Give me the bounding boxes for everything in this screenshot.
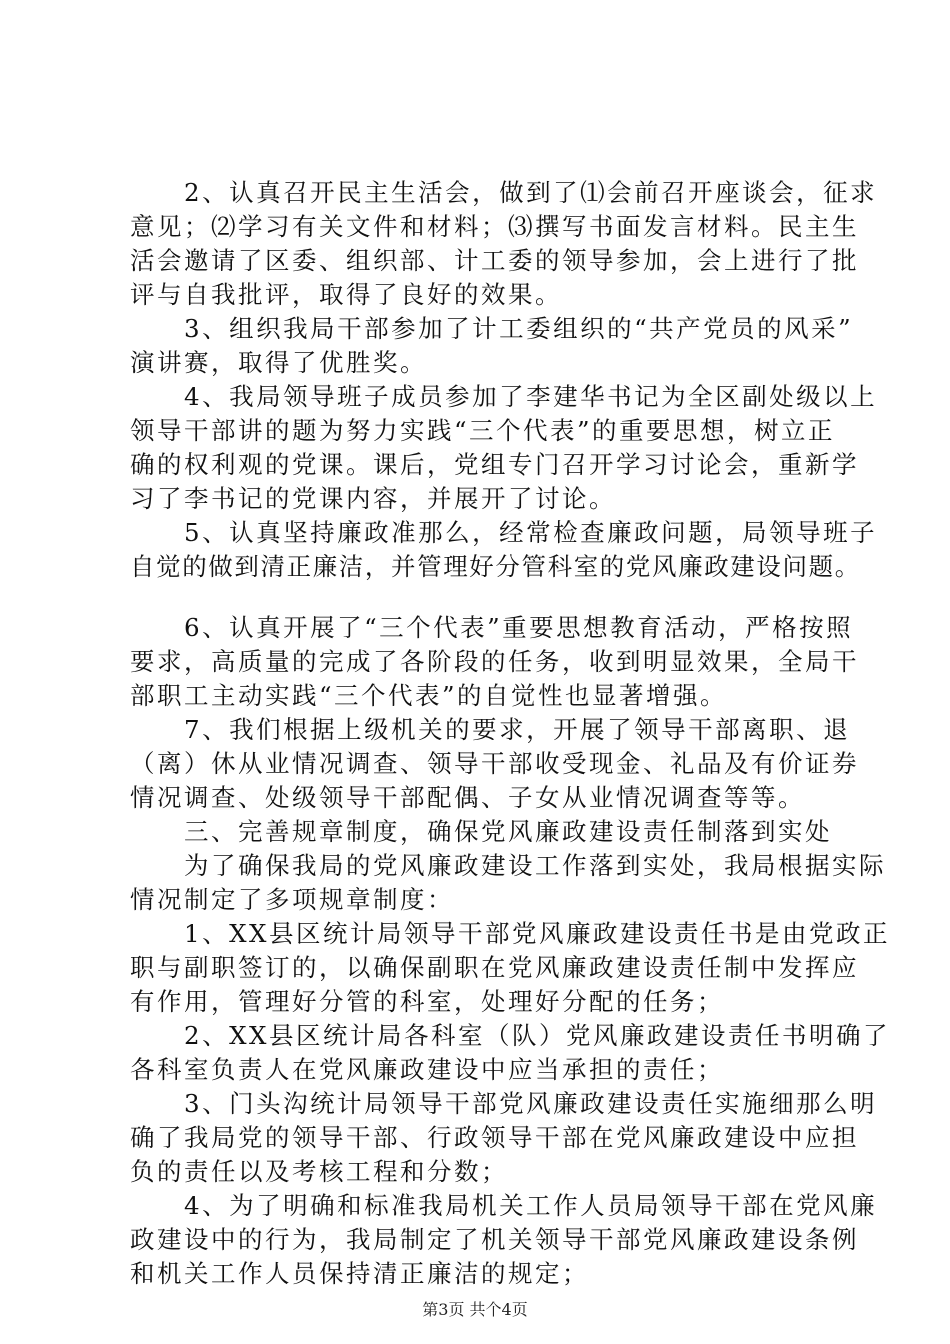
body-line: 评与自我批评，取得了良好的效果。 bbox=[130, 280, 562, 309]
body-line: 职与副职签订的，以确保副职在党风廉政建设责任制中发挥应 bbox=[130, 953, 859, 982]
body-line: （离）休从业情况调查、领导干部收受现金、礼品及有价证券 bbox=[130, 749, 859, 778]
body-line: 要求，高质量的完成了各阶段的任务，收到明显效果，全局干 bbox=[130, 647, 859, 676]
body-line: 有作用，管理好分管的科室，处理好分配的任务； bbox=[130, 987, 724, 1016]
body-line: 自觉的做到清正廉洁，并管理好分管科室的党风廉政建设问题。 bbox=[130, 552, 861, 581]
body-line: 部职工主动实践“三个代表”的自觉性也显著增强。 bbox=[130, 681, 728, 710]
page-number-footer: 第3页 共个4页 bbox=[422, 1300, 528, 1319]
body-line: 1、XX县区统计局领导干部党风廉政建设责任书是由党政正 bbox=[130, 919, 890, 948]
section-heading: 三、完善规章制度，确保党风廉政建设责任制落到实处 bbox=[130, 817, 832, 846]
body-line: 5、认真坚持廉政准那么，经常检查廉政问题，局领导班子 bbox=[130, 518, 878, 547]
body-line: 领导干部讲的题为努力实践“三个代表”的重要思想，树立正 bbox=[130, 416, 836, 445]
body-line: 情况制定了多项规章制度： bbox=[130, 885, 454, 914]
body-line: 演讲赛，取得了优胜奖。 bbox=[130, 348, 427, 377]
body-line: 3、门头沟统计局领导干部党风廉政建设责任实施细那么明 bbox=[130, 1089, 878, 1118]
body-line: 习了李书记的党课内容，并展开了讨论。 bbox=[130, 484, 616, 513]
body-line: 确了我局党的领导干部、行政领导干部在党风廉政建设中应担 bbox=[130, 1123, 859, 1152]
body-line: 意见；⑵学习有关文件和材料；⑶撰写书面发言材料。民主生 bbox=[130, 212, 859, 241]
body-line: 3、组织我局干部参加了计工委组织的“共产党员的风采” bbox=[130, 314, 854, 343]
body-line: 2、认真召开民主生活会，做到了⑴会前召开座谈会，征求 bbox=[130, 178, 878, 207]
body-line: 7、我们根据上级机关的要求，开展了领导干部离职、退 bbox=[130, 715, 851, 744]
body-line: 和机关工作人员保持清正廉洁的规定； bbox=[130, 1259, 589, 1288]
body-line: 为了确保我局的党风廉政建设工作落到实处，我局根据实际 bbox=[130, 851, 886, 880]
body-line: 4、我局领导班子成员参加了李建华书记为全区副处级以上 bbox=[130, 382, 878, 411]
body-line: 活会邀请了区委、组织部、计工委的领导参加，会上进行了批 bbox=[130, 246, 859, 275]
body-line: 负的责任以及考核工程和分数； bbox=[130, 1157, 508, 1186]
body-line: 2、XX县区统计局各科室（队）党风廉政建设责任书明确了 bbox=[130, 1021, 890, 1050]
body-line: 6、认真开展了“三个代表”重要思想教育活动，严格按照 bbox=[130, 613, 854, 642]
body-line: 确的权利观的党课。课后，党组专门召开学习讨论会，重新学 bbox=[130, 450, 859, 479]
body-line: 4、为了明确和标准我局机关工作人员局领导干部在党风廉 bbox=[130, 1191, 878, 1220]
body-line: 政建设中的行为，我局制定了机关领导干部党风廉政建设条例 bbox=[130, 1225, 859, 1254]
body-line: 情况调查、处级领导干部配偶、子女从业情况调查等等。 bbox=[130, 783, 805, 812]
body-line: 各科室负责人在党风廉政建设中应当承担的责任； bbox=[130, 1055, 724, 1084]
